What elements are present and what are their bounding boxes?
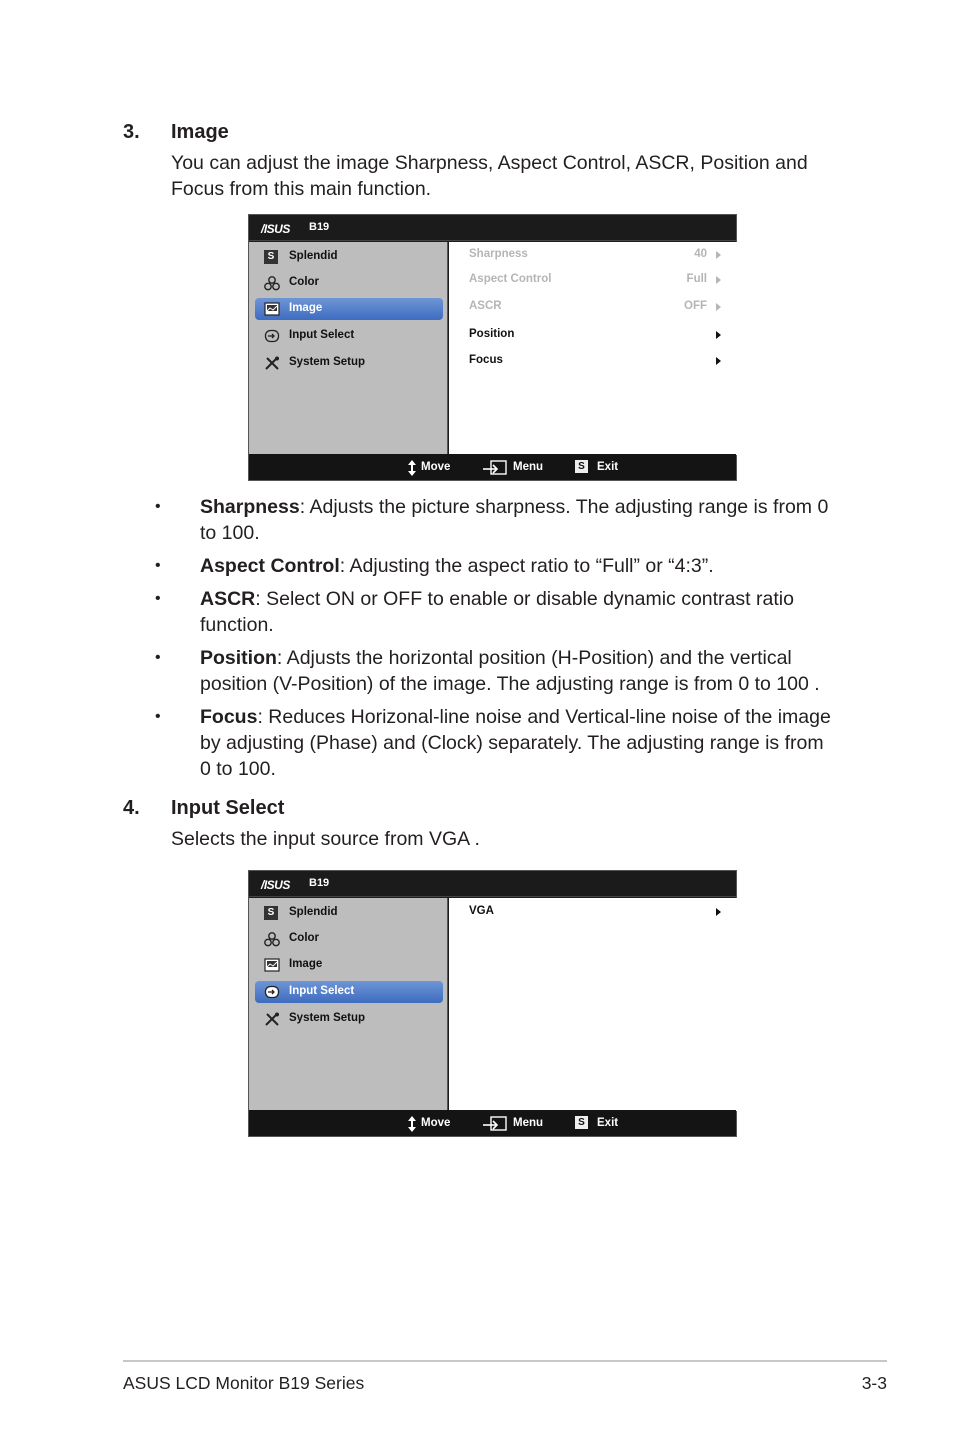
footer-label: Exit (597, 1117, 619, 1129)
splendid-s-icon: S (264, 250, 279, 264)
osd-footer-exit (575, 1116, 635, 1132)
arrow-right-icon (716, 331, 721, 339)
bullet-text: position (V-Position) of the image. The adjusting range is from 0 to 100 . (200, 673, 820, 695)
osd-footer (249, 1110, 736, 1136)
osd-menu-label: Splendid (289, 906, 338, 918)
bullet-text: : Reduces Horizonal-line noise and Vertical-line noise of the image (257, 706, 831, 728)
osd-menu-item-splendid[interactable] (255, 246, 443, 268)
enter-key-icon (482, 460, 508, 479)
osd-option-ascr[interactable] (469, 300, 721, 318)
osd-model-name: B19 (309, 877, 330, 889)
osd-submenu (449, 242, 737, 455)
input-select-icon (264, 985, 279, 999)
option-value: Full (686, 273, 707, 285)
osd-main-menu (249, 898, 448, 1111)
bullet-position (155, 645, 845, 697)
osd-submenu (449, 898, 737, 1111)
system-setup-icon (264, 356, 279, 370)
osd-menu-label: System Setup (289, 356, 366, 368)
input-select-icon (264, 329, 279, 343)
osd-menu-label: Input Select (289, 985, 355, 997)
footer-page-number: 3-3 (861, 1373, 887, 1393)
bullet-sharpness (155, 494, 845, 546)
up-down-arrow-icon (407, 1116, 417, 1135)
bullet-term: Sharpness (200, 496, 300, 518)
osd-menu-item-system-setup[interactable] (255, 352, 443, 374)
bullet-text: : Adjusts the picture sharpness. The adjusting range is from 0 (299, 496, 829, 518)
osd-main-menu (249, 242, 448, 455)
osd-menu-input-select (248, 870, 737, 1137)
option-label: ASCR (469, 300, 502, 312)
osd-menu-label: System Setup (289, 1012, 366, 1024)
osd-menu-item-input-select[interactable] (255, 981, 443, 1003)
osd-menu-label: Image (289, 958, 323, 970)
image-icon (264, 302, 279, 316)
osd-option-focus[interactable] (469, 354, 721, 372)
footer-label: Menu (513, 461, 544, 473)
option-label: VGA (469, 905, 494, 917)
osd-menu-label: Input Select (289, 329, 355, 341)
bullet-list (155, 494, 845, 789)
image-icon (264, 958, 279, 972)
section-4-description: Selects the input source from VGA . (171, 828, 480, 850)
footer-label: Menu (513, 1117, 544, 1129)
section-3-description-line-2: Focus from this main function. (171, 178, 432, 200)
bullet-dot-icon: • (155, 557, 161, 574)
bullet-aspect-control (155, 553, 845, 579)
section-3-title: Image (171, 121, 229, 143)
osd-menu-label: Color (289, 932, 320, 944)
osd-menu-image (248, 214, 737, 481)
arrow-right-icon (716, 303, 721, 311)
option-value: 40 (694, 248, 707, 260)
bullet-text: by adjusting (Phase) and (Clock) separately. The adjusting range is from (200, 732, 824, 754)
osd-menu-label: Splendid (289, 250, 338, 262)
bullet-dot-icon: • (155, 708, 161, 725)
option-label: Position (469, 328, 515, 340)
footer-divider (123, 1360, 887, 1362)
s-key-icon: S (575, 460, 588, 473)
bullet-focus (155, 704, 845, 782)
arrow-right-icon (716, 251, 721, 259)
osd-header (249, 215, 736, 241)
osd-menu-item-image[interactable] (255, 298, 443, 320)
osd-menu-label: Image (289, 302, 323, 314)
splendid-s-icon: S (264, 906, 279, 920)
footer-label: Exit (597, 461, 619, 473)
bullet-text: : Adjusts the horizontal position (H-Position) and the vertical (276, 647, 792, 669)
osd-menu-item-color[interactable] (255, 272, 443, 294)
arrow-right-icon (716, 357, 721, 365)
osd-menu-item-input-select[interactable] (255, 325, 443, 347)
bullet-term: Focus (200, 706, 258, 728)
osd-menu-item-splendid[interactable] (255, 902, 443, 924)
up-down-arrow-icon (407, 460, 417, 479)
osd-option-position[interactable] (469, 328, 721, 346)
osd-footer-menu (482, 1116, 552, 1132)
bullet-text: to 100. (200, 522, 260, 544)
footer-product-name: ASUS LCD Monitor B19 Series (123, 1373, 365, 1393)
bullet-text: : Select ON or OFF to enable or disable dynamic contrast ratio (255, 588, 794, 610)
osd-menu-item-color[interactable] (255, 928, 443, 950)
system-setup-icon (264, 1012, 279, 1026)
asus-logo: /ISUS (261, 222, 290, 236)
footer-label: Move (421, 461, 451, 473)
option-label: Aspect Control (469, 273, 552, 285)
osd-menu-label: Color (289, 276, 320, 288)
osd-footer-exit (575, 460, 635, 476)
enter-key-icon (482, 1116, 508, 1135)
bullet-term: ASCR (200, 588, 256, 610)
section-4-number: 4. (123, 797, 140, 819)
bullet-ascr (155, 586, 845, 638)
asus-logo: /ISUS (261, 878, 290, 892)
section-3-description-line-1: You can adjust the image Sharpness, Aspect Control, ASCR, Position and (171, 152, 808, 174)
option-value: OFF (684, 300, 707, 312)
bullet-text: 0 to 100. (200, 758, 276, 780)
osd-option-vga[interactable] (469, 905, 721, 923)
bullet-dot-icon: • (155, 649, 161, 666)
osd-header (249, 871, 736, 897)
osd-footer (249, 454, 736, 480)
footer-label: Move (421, 1117, 451, 1129)
osd-footer-move (407, 1116, 467, 1132)
arrow-right-icon (716, 276, 721, 284)
osd-menu-item-system-setup[interactable] (255, 1008, 443, 1030)
osd-footer-move (407, 460, 467, 476)
option-label: Focus (469, 354, 503, 366)
option-label: Sharpness (469, 248, 528, 260)
osd-model-name: B19 (309, 221, 330, 233)
osd-footer-menu (482, 460, 552, 476)
color-icon (264, 932, 279, 946)
section-4-title: Input Select (171, 797, 285, 819)
osd-option-sharpness[interactable] (469, 248, 721, 266)
s-key-icon: S (575, 1116, 588, 1129)
bullet-dot-icon: • (155, 590, 161, 607)
bullet-term: Aspect Control (200, 555, 340, 577)
section-3-number: 3. (123, 121, 140, 143)
osd-option-aspect-control[interactable] (469, 273, 721, 291)
bullet-dot-icon: • (155, 498, 161, 515)
bullet-text: function. (200, 614, 274, 636)
color-icon (264, 276, 279, 290)
bullet-term: Position (200, 647, 277, 669)
bullet-text: : Adjusting the aspect ratio to “Full” or “4:3”. (339, 555, 714, 577)
osd-menu-item-image[interactable] (255, 954, 443, 976)
arrow-right-icon (716, 908, 721, 916)
